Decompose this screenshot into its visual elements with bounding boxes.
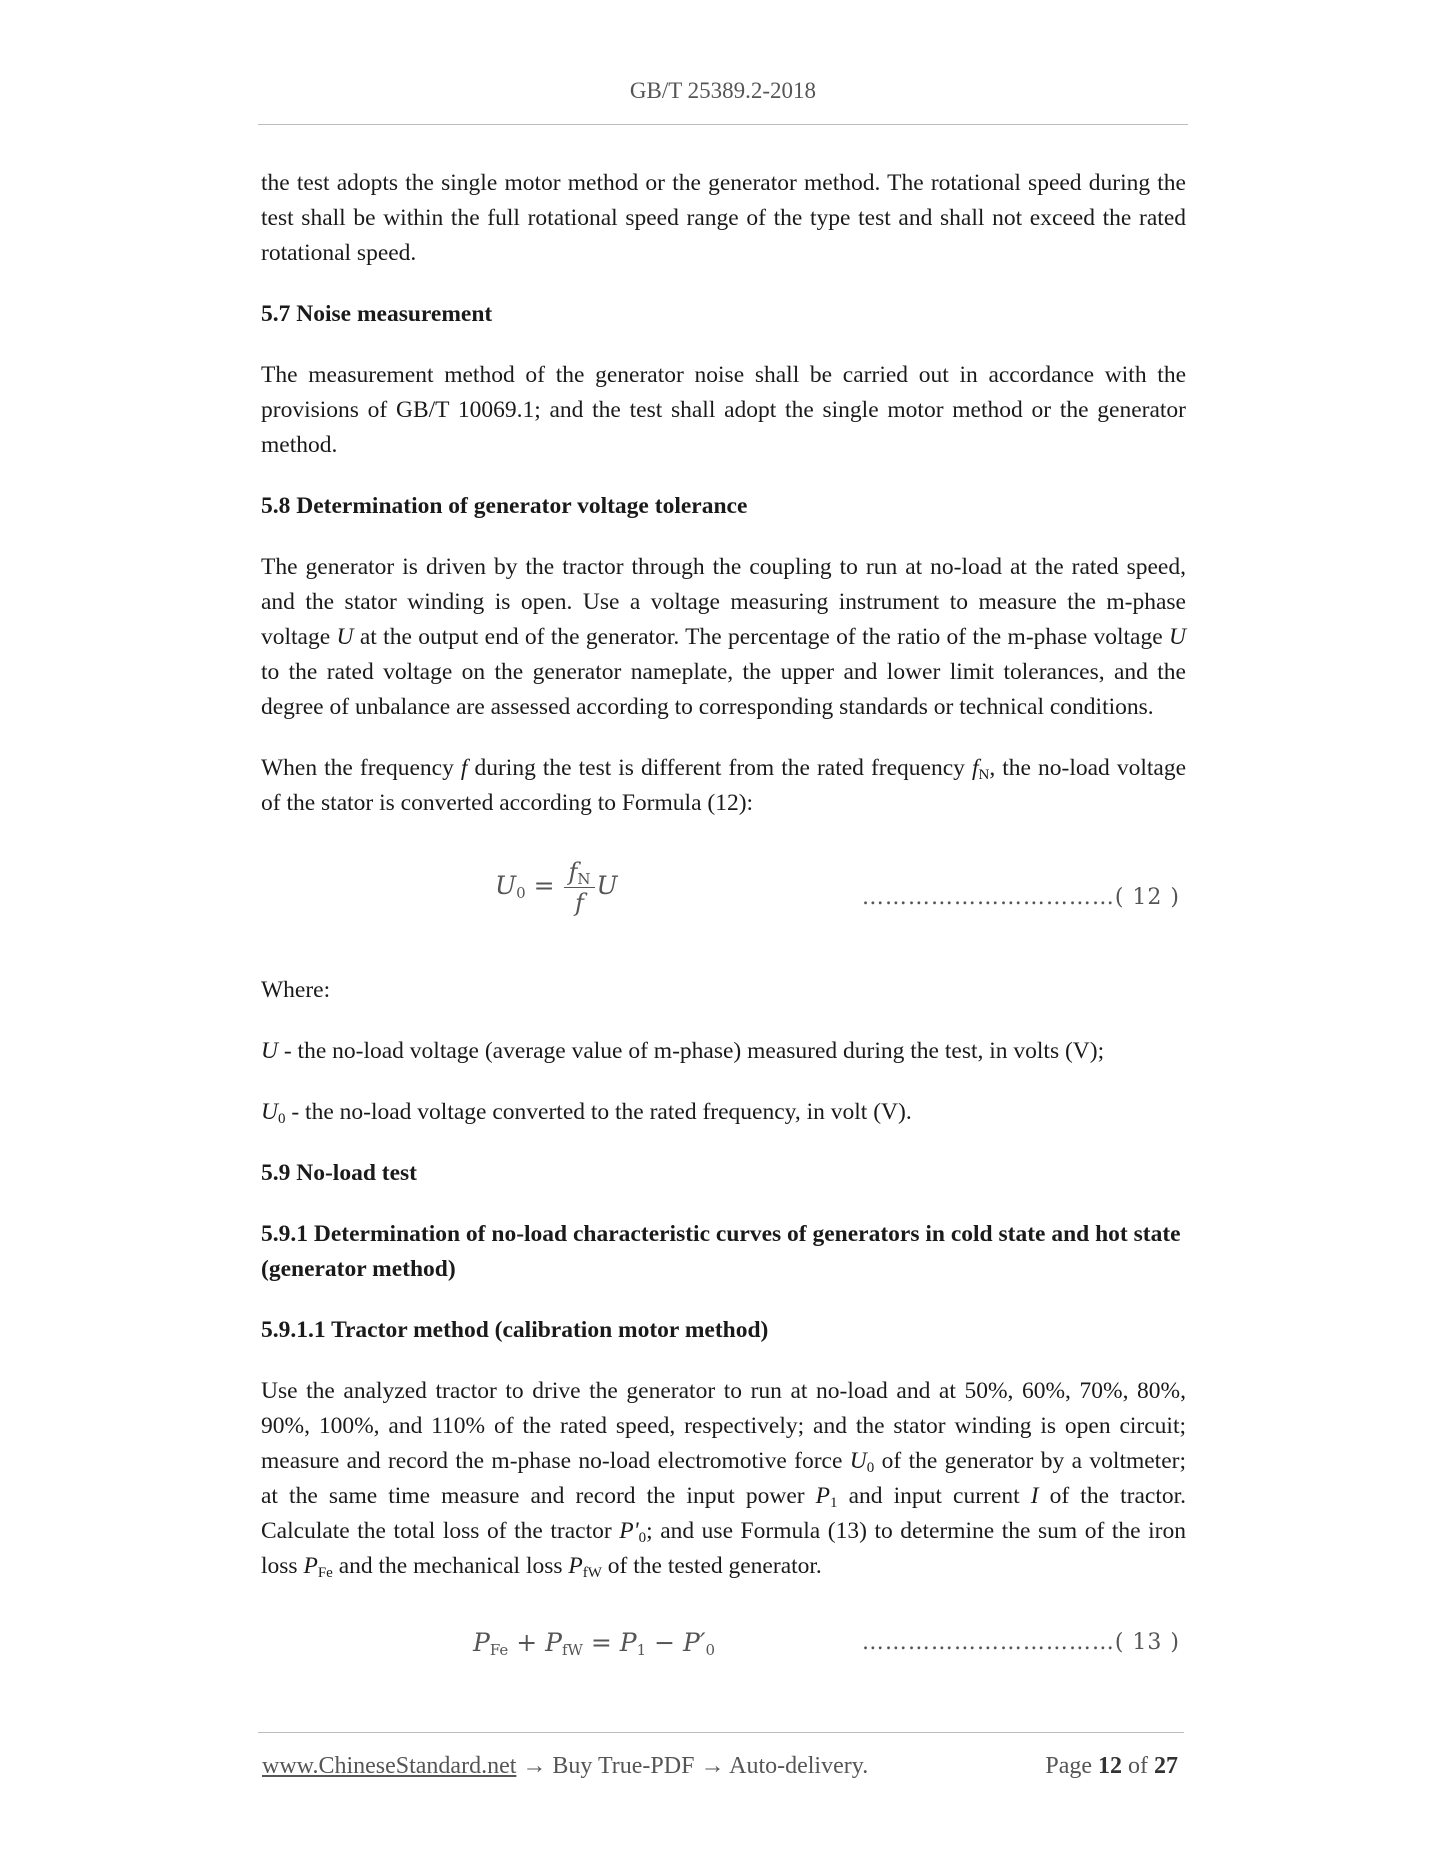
subscript: 0	[866, 1460, 875, 1476]
symbol-fn: f	[971, 755, 979, 781]
text-run: of the tested generator.	[601, 1553, 822, 1579]
header-divider	[258, 124, 1188, 125]
fraction-denominator: f	[575, 889, 584, 917]
symbol-p: P	[473, 1628, 490, 1657]
subscript: Fe	[317, 1565, 333, 1581]
paragraph-5-9-1-1	[261, 1374, 1186, 1584]
text-run: The generator is driven by the tractor through the coupling to run at no-load at the rated speed, and the stator winding is open. Use a voltage measuring instrument to measure the m-phase voltage	[261, 554, 1186, 650]
subscript: 0	[516, 884, 526, 902]
symbol-p1: P	[815, 1483, 831, 1509]
symbol-u: U	[596, 871, 618, 900]
symbol-u: U	[1169, 624, 1187, 650]
heading-5-8: 5.8 Determination of generator voltage tolerance	[261, 493, 748, 519]
text-run: and input current	[837, 1483, 1031, 1509]
equals-sign: =	[533, 871, 555, 900]
paragraph-5-7: The measurement method of the generator noise shall be carried out in accordance with the provisions of GB/T 10069.1; and the test shall adopt the single motor method or the generator method.	[261, 362, 1186, 458]
current-page: 12	[1098, 1753, 1122, 1779]
subscript: 1	[830, 1495, 838, 1511]
page-number	[1045, 1753, 1178, 1780]
formula-12-expression	[495, 857, 618, 918]
symbol-f: f	[568, 858, 578, 886]
heading-5-9-1-1: 5.9.1.1 Tractor method (calibration motor method)	[261, 1317, 769, 1343]
subscript: N	[577, 870, 591, 888]
text-run: ; and use Formula (13) to determine the sum of the iron loss	[261, 1518, 1186, 1579]
subscript: 0	[705, 1641, 716, 1659]
subscript: 0	[638, 1530, 647, 1546]
subscript: fW	[582, 1565, 602, 1581]
symbol-pfw: P	[568, 1553, 583, 1579]
page-footer	[262, 1753, 1184, 1780]
definition-u0	[261, 1095, 1186, 1130]
text-run: during the test is different from the rated frequency	[467, 755, 972, 781]
website-link[interactable]: www.ChineseStandard.net	[262, 1753, 517, 1779]
text-run: - the no-load voltage (average value of m-phase) measured during the test, in volts (V);	[277, 1038, 1105, 1064]
minus-term: − P′	[646, 1628, 706, 1657]
definition-u	[261, 1034, 1186, 1069]
text-run: of the tractor. Calculate the total loss of the tractor	[261, 1483, 1187, 1544]
text-run: , the no-load voltage of the stator is converted according to Formula (12):	[261, 755, 1186, 816]
page-of: of	[1122, 1753, 1154, 1779]
formula-13-expression	[473, 1628, 715, 1657]
formula-13-number: ……………………………( 13 )	[861, 1630, 1180, 1655]
symbol-p0-prime: P'	[619, 1518, 639, 1544]
symbol-pfe: P	[303, 1553, 318, 1579]
total-pages: 27	[1154, 1753, 1178, 1779]
subscript: 0	[277, 1111, 286, 1127]
text-run: of the generator by a voltmeter; at the same time measure and record the input power	[261, 1448, 1186, 1509]
page-label: Page	[1045, 1753, 1098, 1779]
subscript: Fe	[489, 1641, 509, 1659]
symbol-u: U	[336, 624, 354, 650]
equals-term: = P	[582, 1628, 637, 1657]
text-run: When the frequency	[261, 755, 461, 781]
formula-13	[261, 1610, 1186, 1680]
page-header: GB/T 25389.2-2018	[629, 78, 817, 103]
fraction	[564, 857, 594, 918]
footer-divider	[258, 1732, 1184, 1733]
text-run: at the output end of the generator. The percentage of the ratio of the m-phase voltage	[353, 624, 1170, 650]
text-run: and the mechanical loss	[332, 1553, 569, 1579]
formula-12-number: ……………………………( 12 )	[861, 885, 1180, 910]
heading-5-7: 5.7 Noise measurement	[261, 301, 493, 327]
text-run: Use the analyzed tractor to drive the generator to run at no-load and at 50%, 60%, 70%, 80%, 90%, 100%, and 110% of the rated speed, respectively; and the stator winding is open circuit; measure and record the m-phase no-load electromotive force	[261, 1378, 1186, 1474]
symbol-u: U	[261, 1038, 278, 1064]
paragraph-5-8-1	[261, 550, 1186, 725]
text-run: - the no-load voltage converted to the rated frequency, in volt (V).	[285, 1099, 912, 1125]
plus-term: + P	[508, 1628, 562, 1657]
symbol-u0: U	[495, 871, 517, 900]
subscript: N	[978, 767, 990, 783]
heading-5-9-1: 5.9.1 Determination of no-load characteristic curves of generators in cold state and hot state (generator method)	[261, 1221, 1181, 1282]
symbol-u0: U	[261, 1099, 278, 1125]
intro-paragraph: the test adopts the single motor method or the generator method. The rotational speed during the test shall be within the full rotational speed range of the type test and shall not exceed the rated rotational speed.	[261, 170, 1186, 266]
subscript: fW	[561, 1641, 583, 1659]
subscript: 1	[636, 1641, 647, 1659]
document-body	[261, 166, 1186, 1680]
paragraph-5-8-2	[261, 751, 1186, 821]
heading-5-9: 5.9 No-load test	[261, 1160, 417, 1186]
formula-12	[261, 847, 1186, 947]
symbol-f: f	[460, 755, 468, 781]
where-label: Where:	[261, 977, 331, 1003]
footer-tagline: → Buy True-PDF → Auto-delivery.	[516, 1753, 869, 1779]
fraction-numerator	[564, 857, 594, 888]
symbol-i: I	[1030, 1483, 1039, 1509]
text-run: to the rated voltage on the generator nameplate, the upper and lower limit tolerances, and the degree of unbalance are assessed according to corresponding standards or technical conditions.	[261, 659, 1186, 720]
symbol-u0: U	[849, 1448, 867, 1474]
